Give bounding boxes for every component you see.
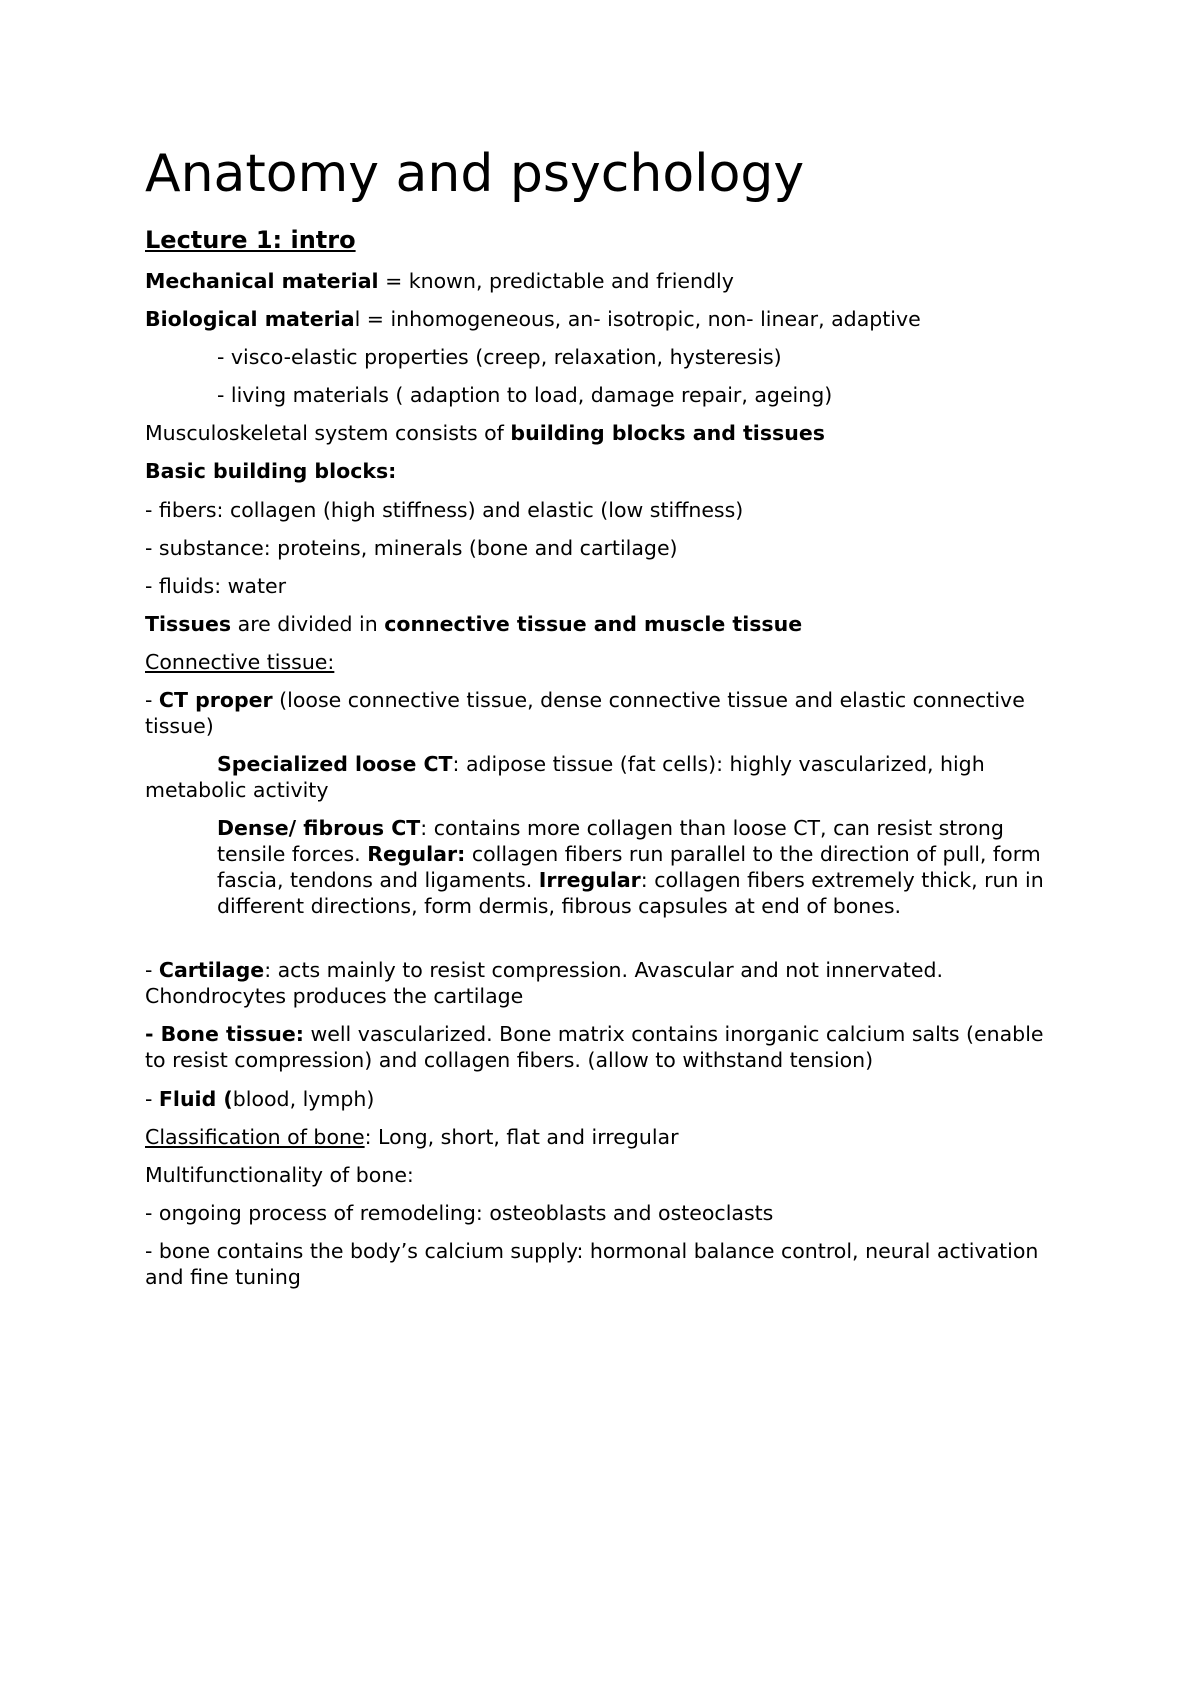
paragraph-multifunctionality: Multifunctionality of bone: <box>145 1163 414 1187</box>
bullet-dash: - <box>145 958 159 982</box>
bold-term: CT proper <box>158 688 273 712</box>
paragraph-tissues <box>145 611 802 637</box>
list-item-calcium-supply: - bone contains the body’s calcium supply: hormonal balance control, neural activation and fine tuning <box>145 1239 1039 1289</box>
bold-term: Tissues <box>145 612 232 636</box>
paragraph-text: Musculoskeletal system consists of <box>145 421 511 445</box>
subheading-connective-tissue: Connective tissue: <box>145 650 335 674</box>
list-item-visco-elastic: - visco-elastic properties (creep, relaxation, hysteresis) <box>217 345 782 369</box>
paragraph-text: = known, predictable and friendly <box>378 269 734 293</box>
paragraph-musculoskeletal <box>145 420 825 446</box>
paragraph-text: : collagen fibers extremely thick, run in different directions, form dermis, fibrous capsules at end of bones. <box>217 868 1044 918</box>
list-item-fibers: - fibers: collagen (high stiffness) and elastic (low stiffness) <box>145 498 744 522</box>
bold-term: Dense/ fibrous CT <box>217 816 421 840</box>
list-item-fluid <box>145 1086 374 1112</box>
list-item-bone-tissue <box>145 1021 1065 1073</box>
document-title: Anatomy and psychology <box>145 144 805 204</box>
paragraph-text: are divided in <box>231 612 385 636</box>
bold-term: building blocks and tissues <box>510 421 825 445</box>
bold-term: Biological materia <box>145 307 355 331</box>
paragraph-text: well vascularized. Bone matrix contains inorganic calcium salts (enable to resist compression) and collagen fibers. (allow to withstand tension) <box>145 1022 1044 1072</box>
bullet-dash: - <box>145 1087 159 1111</box>
lecture-heading: Lecture 1: intro <box>145 226 356 254</box>
list-item-fluids: - fluids: water <box>145 574 287 598</box>
bold-term: Regular: <box>367 842 466 866</box>
paragraph-text: l = inhomogeneous, an- isotropic, non- linear, adaptive <box>354 307 921 331</box>
underlined-term: Classification of bone <box>145 1125 365 1149</box>
paragraph-specialized-loose-ct <box>145 751 1065 803</box>
paragraph-text: : acts mainly to resist compression. Avascular and not innervated. Chondrocytes produces the cartilage <box>145 958 943 1008</box>
bold-term: - Bone tissue: <box>145 1022 304 1046</box>
paragraph-biological-material <box>145 306 921 332</box>
paragraph-dense-fibrous-ct <box>217 815 1065 919</box>
bold-term: Specialized loose CT <box>217 752 453 776</box>
list-item-substance: - substance: proteins, minerals (bone and cartilage) <box>145 536 678 560</box>
paragraph-mechanical-material <box>145 268 734 294</box>
bold-term: Fluid ( <box>158 1087 233 1111</box>
bold-term: Cartilage <box>158 958 265 982</box>
paragraph-text: : contains more collagen than loose CT, can resist strong tensile forces. <box>217 816 1004 866</box>
bullet-dash: - <box>145 688 159 712</box>
paragraph-classification-of-bone <box>145 1124 679 1150</box>
list-item-living-materials: - living materials ( adaption to load, damage repair, ageing) <box>217 383 833 407</box>
bold-term: Mechanical material <box>145 269 379 293</box>
list-item-cartilage <box>145 957 1065 1009</box>
paragraph-text: : adipose tissue (fat cells): highly vascularized, high metabolic activity <box>145 752 985 802</box>
paragraph-text: blood, lymph) <box>232 1087 375 1111</box>
paragraph-text: (loose connective tissue, dense connective tissue and elastic connective tissue) <box>145 688 1025 738</box>
paragraph-text: collagen fibers run parallel to the direction of pull, form fascia, tendons and ligaments. <box>217 842 1041 892</box>
bold-term: connective tissue and muscle tissue <box>384 612 803 636</box>
paragraph-text: : Long, short, flat and irregular <box>364 1125 679 1149</box>
bold-term: Irregular <box>538 868 641 892</box>
list-item-ct-proper <box>145 687 1065 739</box>
list-item-remodeling: - ongoing process of remodeling: osteoblasts and osteoclasts <box>145 1201 774 1225</box>
heading-basic-building-blocks: Basic building blocks: <box>145 459 397 483</box>
